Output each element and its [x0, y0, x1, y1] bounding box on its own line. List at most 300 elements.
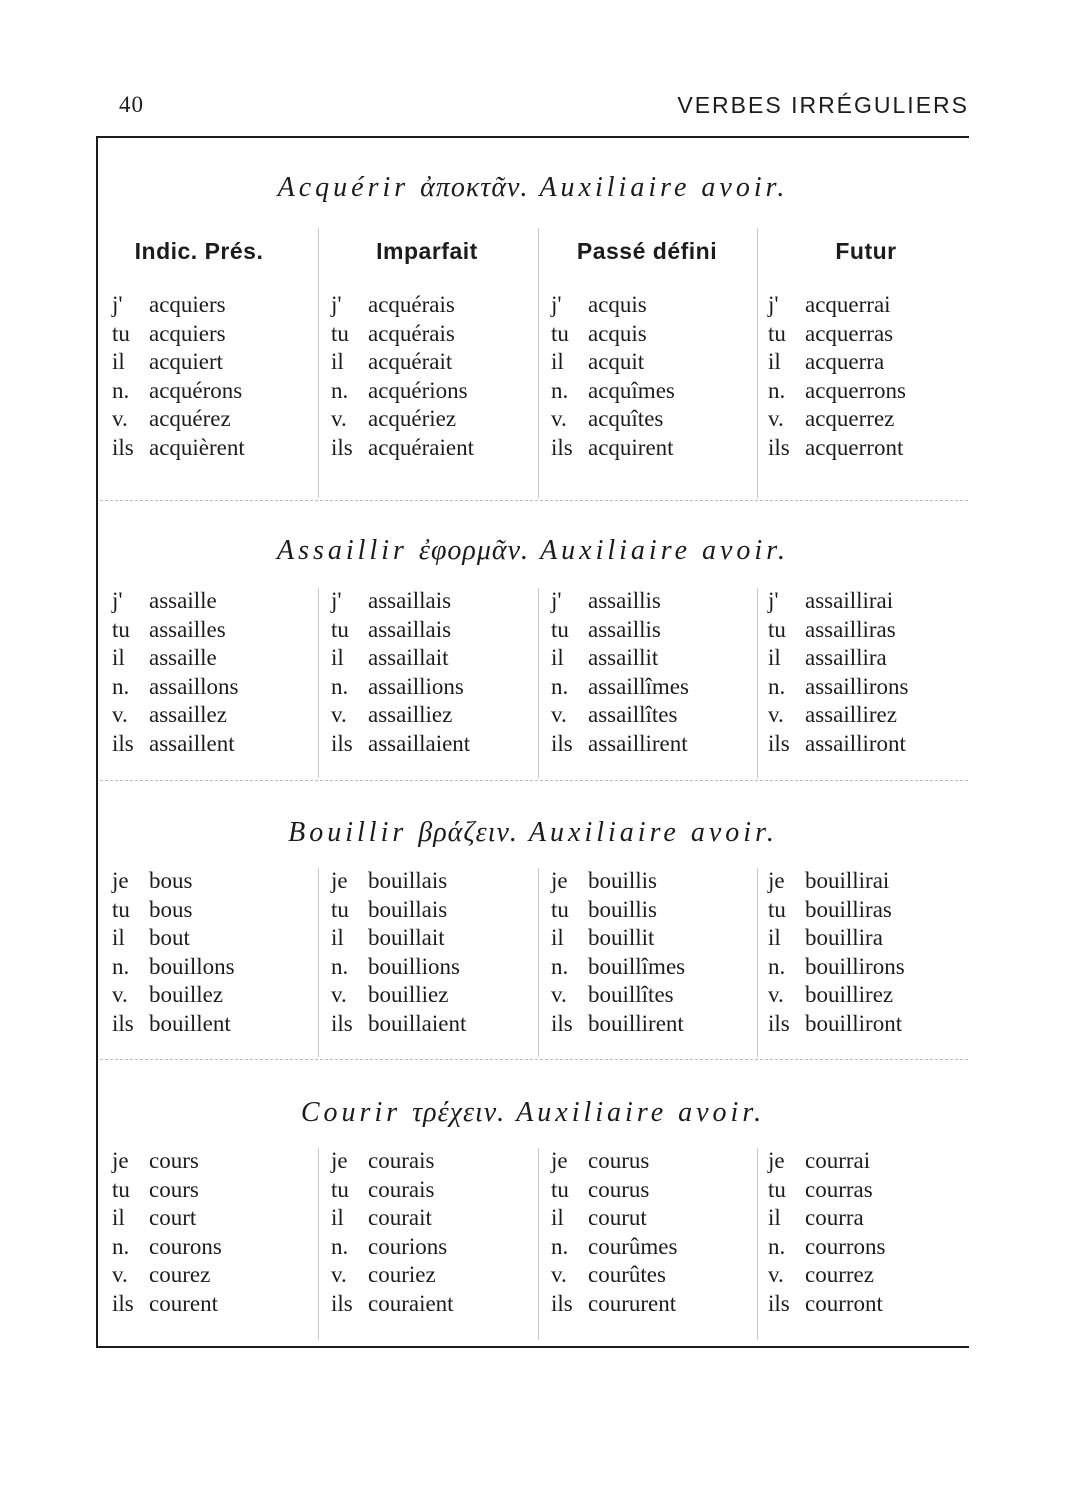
column-header-past: Passé défini: [576, 238, 718, 264]
pronoun: ils: [768, 434, 790, 460]
pronoun: j': [551, 292, 562, 317]
pronoun: tu: [112, 320, 130, 346]
frame-bottom-rule: [96, 1346, 969, 1348]
conjugation-line: [768, 587, 986, 616]
pronoun: j': [768, 588, 779, 613]
pronoun: tu: [331, 896, 349, 922]
pronoun: n.: [112, 377, 130, 403]
pronoun: il: [551, 925, 564, 951]
verb-form: assaillis: [588, 616, 661, 642]
pronoun: il: [112, 349, 125, 375]
conjugation-line: [112, 981, 330, 1010]
verb-form: acquérait: [368, 349, 453, 375]
verb-form: assaillirez: [805, 702, 897, 728]
verb-form: courus: [588, 1176, 650, 1202]
pronoun: v.: [768, 702, 784, 728]
conjugation-line: [551, 953, 769, 982]
conjugation-line: [551, 1010, 769, 1039]
conjugation-column-imperfect: [331, 587, 549, 759]
auxiliary-verb: avoir.: [701, 172, 789, 203]
verb-form: assaillent: [149, 730, 235, 756]
conjugation-line: [551, 587, 769, 616]
pronoun: ils: [112, 730, 134, 756]
verb-form: assailles: [149, 616, 226, 642]
pronoun: n.: [112, 953, 130, 979]
verb-name: Assaillir: [276, 535, 408, 566]
conjugation-line: [551, 1233, 769, 1262]
column-divider-rule: [318, 1148, 319, 1340]
verb-form: acquérez: [149, 406, 231, 432]
conjugation-line: [331, 320, 549, 349]
pronoun: n.: [768, 1233, 786, 1259]
conjugation-line: [768, 924, 986, 953]
pronoun: ils: [768, 1290, 790, 1316]
conjugation-line: [112, 1147, 330, 1176]
conjugation-column-present: [112, 867, 330, 1039]
conjugation-line: [331, 1204, 549, 1233]
auxiliary-label: Auxiliaire: [528, 817, 680, 848]
conjugation-line: [768, 644, 986, 673]
verb-form: assaillira: [805, 645, 887, 671]
conjugation-line: [331, 587, 549, 616]
conjugation-column-past-definite: [551, 587, 769, 759]
pronoun: n.: [551, 1233, 569, 1259]
conjugation-line: [331, 1233, 549, 1262]
pronoun: ils: [551, 1290, 573, 1316]
verb-form: assaillait: [368, 645, 449, 671]
verb-form: acquis: [588, 320, 647, 346]
verb-form: courrai: [805, 1148, 871, 1173]
conjugation-line: [112, 924, 330, 953]
conjugation-line: [112, 644, 330, 673]
pronoun: tu: [551, 1176, 569, 1202]
conjugation-column-imperfect: [331, 291, 549, 463]
column-divider-rule: [318, 228, 319, 498]
conjugation-column-imperfect: [331, 867, 549, 1039]
conjugation-line: [331, 924, 549, 953]
verb-form: courais: [368, 1176, 435, 1202]
conjugation-line: [331, 1290, 549, 1319]
pronoun: v.: [551, 1262, 567, 1288]
pronoun: v.: [768, 406, 784, 432]
pronoun: ils: [551, 730, 573, 756]
verb-name: Bouillir: [288, 817, 408, 848]
pronoun: n.: [551, 673, 569, 699]
verb-form: acquièrent: [149, 434, 245, 460]
verb-form: bous: [149, 896, 193, 922]
conjugation-column-past-definite: [551, 867, 769, 1039]
pronoun: je: [112, 868, 129, 893]
pronoun: n.: [768, 673, 786, 699]
pronoun: il: [768, 1205, 781, 1231]
verb-title-bouillir: [98, 817, 968, 849]
conjugation-line: [112, 730, 330, 759]
conjugation-column-present: [112, 1147, 330, 1319]
conjugation-line: [331, 701, 549, 730]
pronoun: v.: [768, 982, 784, 1008]
column-divider-rule: [757, 1148, 758, 1340]
conjugation-line: [331, 616, 549, 645]
pronoun: n.: [331, 953, 349, 979]
pronoun: j': [331, 292, 342, 317]
conjugation-line: [112, 953, 330, 982]
verb-form: bouilliras: [805, 896, 892, 922]
conjugation-line: [331, 434, 549, 463]
pronoun: il: [331, 645, 344, 671]
pronoun: il: [331, 349, 344, 375]
pronoun: v.: [112, 1262, 128, 1288]
verb-title-assaillir: [98, 535, 968, 567]
conjugation-column-future: [768, 291, 986, 463]
pronoun: il: [551, 1205, 564, 1231]
verb-form: bouillait: [368, 925, 445, 951]
verb-form: acquérais: [368, 320, 455, 346]
verb-form: cours: [149, 1176, 199, 1202]
pronoun: ils: [331, 730, 353, 756]
verb-form: acquérons: [149, 377, 243, 403]
verb-form: bouillira: [805, 925, 883, 951]
pronoun: il: [331, 1205, 344, 1231]
verb-form: acquiert: [149, 349, 224, 375]
conjugation-line: [331, 377, 549, 406]
conjugation-line: [112, 896, 330, 925]
pronoun: tu: [768, 1176, 786, 1202]
verb-form: acquerrai: [805, 292, 891, 317]
pronoun: tu: [331, 320, 349, 346]
pronoun: j': [551, 588, 562, 613]
verb-form: courait: [368, 1205, 432, 1231]
pronoun: tu: [768, 320, 786, 346]
pronoun: je: [112, 1148, 129, 1173]
frame-top-rule: [96, 136, 969, 138]
conjugation-line: [331, 1176, 549, 1205]
auxiliary-label: Auxiliaire: [516, 1097, 668, 1128]
verb-form: acquerras: [805, 320, 894, 346]
conjugation-line: [112, 1176, 330, 1205]
pronoun: je: [551, 868, 568, 893]
pronoun: ils: [768, 1010, 790, 1036]
verb-form: assailliras: [805, 616, 896, 642]
verb-form: acquirent: [588, 434, 674, 460]
conjugation-line: [112, 701, 330, 730]
verb-form: assaillîmes: [588, 673, 689, 699]
conjugation-line: [331, 730, 549, 759]
verb-form: courus: [588, 1148, 650, 1173]
conjugation-line: [331, 953, 549, 982]
verb-form: assaillons: [149, 673, 239, 699]
conjugation-line: [331, 405, 549, 434]
pronoun: n.: [551, 953, 569, 979]
pronoun: je: [768, 1148, 785, 1173]
conjugation-line: [551, 867, 769, 896]
pronoun: ils: [551, 434, 573, 460]
verb-form: courons: [149, 1233, 222, 1259]
conjugation-line: [551, 1147, 769, 1176]
pronoun: il: [768, 925, 781, 951]
verb-form: bouillions: [368, 953, 461, 979]
pronoun: v.: [768, 1262, 784, 1288]
conjugation-line: [331, 1147, 549, 1176]
verb-form: bous: [149, 868, 193, 893]
verb-greek: ἀποκτᾶν.: [420, 172, 529, 203]
pronoun: v.: [331, 1262, 347, 1288]
pronoun: ils: [112, 1290, 134, 1316]
conjugation-line: [768, 1204, 986, 1233]
verb-form: couraient: [368, 1290, 454, 1316]
verb-form: assaillirent: [588, 730, 688, 756]
verb-form: courions: [368, 1233, 448, 1259]
verb-form: assailliront: [805, 730, 906, 756]
conjugation-line: [551, 320, 769, 349]
pronoun: je: [331, 1148, 348, 1173]
pronoun: tu: [551, 616, 569, 642]
conjugation-line: [551, 434, 769, 463]
column-header-present: Indic. Prés.: [134, 238, 264, 264]
pronoun: ils: [112, 434, 134, 460]
conjugation-column-imperfect: [331, 1147, 549, 1319]
conjugation-line: [331, 644, 549, 673]
verb-form: acquit: [588, 349, 645, 375]
conjugation-line: [551, 981, 769, 1010]
verb-form: bouillent: [149, 1010, 231, 1036]
conjugation-line: [112, 377, 330, 406]
pronoun: il: [112, 645, 125, 671]
verb-form: assaillirons: [805, 673, 909, 699]
conjugation-line: [551, 405, 769, 434]
verb-form: acquiers: [149, 320, 226, 346]
verb-form: courais: [368, 1148, 435, 1173]
conjugation-line: [768, 1010, 986, 1039]
pronoun: j': [331, 588, 342, 613]
verb-form: bouillaient: [368, 1010, 467, 1036]
pronoun: tu: [551, 896, 569, 922]
conjugation-line: [112, 320, 330, 349]
pronoun: j': [112, 292, 123, 317]
pronoun: il: [768, 645, 781, 671]
pronoun: ils: [551, 1010, 573, 1036]
conjugation-line: [112, 405, 330, 434]
pronoun: ils: [331, 434, 353, 460]
conjugation-line: [331, 1261, 549, 1290]
pronoun: tu: [331, 616, 349, 642]
verb-form: bouillirent: [588, 1010, 684, 1036]
verb-form: bouillais: [368, 868, 448, 893]
pronoun: ils: [112, 1010, 134, 1036]
column-divider-rule: [757, 868, 758, 1057]
conjugation-line: [768, 1176, 986, 1205]
pronoun: v.: [112, 702, 128, 728]
pronoun: n.: [768, 953, 786, 979]
pronoun: v.: [551, 406, 567, 432]
verb-greek: βράζειν.: [418, 817, 518, 848]
verb-form: courûtes: [588, 1262, 666, 1288]
verb-form: assaillez: [149, 702, 227, 728]
conjugation-line: [112, 587, 330, 616]
verb-form: courront: [805, 1290, 883, 1316]
conjugation-line: [551, 924, 769, 953]
pronoun: il: [331, 925, 344, 951]
column-header-future: Futur: [835, 238, 897, 264]
verb-form: assaillais: [368, 588, 452, 613]
conjugation-line: [331, 1010, 549, 1039]
pronoun: n.: [551, 377, 569, 403]
conjugation-line: [551, 1261, 769, 1290]
auxiliary-label: Auxiliaire: [539, 172, 691, 203]
verb-form: bouilliez: [368, 982, 449, 1008]
verb-form: bouillîtes: [588, 982, 674, 1008]
conjugation-line: [551, 644, 769, 673]
pronoun: tu: [112, 896, 130, 922]
auxiliary-verb: avoir.: [690, 817, 778, 848]
conjugation-line: [551, 377, 769, 406]
column-headers: [0, 238, 897, 274]
verb-form: bouillis: [588, 868, 658, 893]
conjugation-line: [768, 673, 986, 702]
conjugation-line: [112, 673, 330, 702]
pronoun: il: [551, 645, 564, 671]
auxiliary-label: Auxiliaire: [540, 535, 691, 566]
conjugation-line: [112, 1010, 330, 1039]
verb-form: assaille: [149, 645, 217, 671]
frame-left-rule: [96, 136, 98, 1347]
conjugation-line: [112, 616, 330, 645]
verb-form: couriez: [368, 1262, 436, 1288]
conjugation-line: [768, 867, 986, 896]
verb-form: coururent: [588, 1290, 677, 1316]
conjugation-line: [112, 1290, 330, 1319]
verb-form: courez: [149, 1262, 211, 1288]
pronoun: ils: [331, 1010, 353, 1036]
verb-form: acquérais: [368, 292, 455, 317]
pronoun: v.: [551, 982, 567, 1008]
verb-form: courras: [805, 1176, 873, 1202]
conjugation-line: [768, 896, 986, 925]
verb-form: bouillirai: [805, 868, 890, 893]
conjugation-line: [768, 701, 986, 730]
verb-form: acquériez: [368, 406, 457, 432]
running-title: VERBES IRRÉGULIERS: [677, 92, 969, 118]
column-divider-rule: [757, 228, 758, 498]
pronoun: il: [768, 349, 781, 375]
conjugation-line: [768, 434, 986, 463]
pronoun: tu: [112, 1176, 130, 1202]
pronoun: je: [768, 868, 785, 893]
conjugation-line: [331, 291, 549, 320]
verb-form: assaillîtes: [588, 702, 678, 728]
page-number: 40: [119, 92, 144, 117]
verb-form: acquérions: [368, 377, 468, 403]
conjugation-line: [551, 673, 769, 702]
verb-form: acquerrons: [805, 377, 906, 403]
conjugation-column-present: [112, 291, 330, 463]
verb-form: bouillirez: [805, 982, 894, 1008]
verb-form: courra: [805, 1205, 864, 1231]
pronoun: v.: [112, 982, 128, 1008]
conjugation-column-past-definite: [551, 1147, 769, 1319]
pronoun: il: [112, 925, 125, 951]
pronoun: v.: [331, 406, 347, 432]
column-divider-rule: [318, 868, 319, 1057]
conjugation-column-past-definite: [551, 291, 769, 463]
column-divider-rule: [538, 868, 539, 1057]
conjugation-line: [331, 867, 549, 896]
pronoun: il: [551, 349, 564, 375]
verb-title-acquerir: [98, 172, 968, 204]
verb-form: assailliez: [368, 702, 453, 728]
verb-form: assaillaient: [368, 730, 471, 756]
conjugation-line: [768, 981, 986, 1010]
conjugation-line: [551, 291, 769, 320]
verb-form: acquîtes: [588, 406, 664, 432]
conjugation-line: [768, 616, 986, 645]
column-divider-rule: [318, 588, 319, 778]
pronoun: je: [551, 1148, 568, 1173]
pronoun: j': [768, 292, 779, 317]
verb-form: bouillez: [149, 982, 224, 1008]
verb-form: acquis: [588, 292, 647, 317]
pronoun: n.: [331, 377, 349, 403]
verb-form: acquerront: [805, 434, 904, 460]
conjugation-line: [112, 1204, 330, 1233]
verb-form: bout: [149, 925, 190, 951]
auxiliary-verb: avoir.: [702, 535, 789, 566]
verb-greek: τρέχειν.: [412, 1097, 506, 1128]
block-separator-rule: [100, 1059, 968, 1060]
conjugation-line: [551, 701, 769, 730]
conjugation-line: [768, 348, 986, 377]
conjugation-line: [112, 1261, 330, 1290]
conjugation-line: [112, 1233, 330, 1262]
conjugation-line: [768, 291, 986, 320]
pronoun: tu: [768, 896, 786, 922]
pronoun: n.: [768, 377, 786, 403]
column-header-imperfect: Imparfait: [376, 238, 478, 264]
verb-form: acquéraient: [368, 434, 474, 460]
conjugation-line: [551, 896, 769, 925]
pronoun: v.: [112, 406, 128, 432]
conjugation-line: [551, 616, 769, 645]
pronoun: v.: [551, 702, 567, 728]
verb-form: bouillons: [149, 953, 235, 979]
block-separator-rule: [100, 500, 968, 501]
block-separator-rule: [100, 780, 968, 781]
verb-form: bouillit: [588, 925, 655, 951]
conjugation-line: [768, 1261, 986, 1290]
verb-form: assaillais: [368, 616, 452, 642]
column-divider-rule: [757, 588, 758, 778]
pronoun: n.: [331, 673, 349, 699]
verb-form: acquerrez: [805, 406, 895, 432]
conjugation-column-future: [768, 1147, 986, 1319]
verb-form: courrez: [805, 1262, 874, 1288]
conjugation-line: [551, 1176, 769, 1205]
conjugation-line: [112, 434, 330, 463]
pronoun: ils: [768, 730, 790, 756]
conjugation-line: [768, 1233, 986, 1262]
verb-form: courent: [149, 1290, 218, 1316]
conjugation-line: [768, 1290, 986, 1319]
verb-form: assaillirai: [805, 588, 894, 613]
conjugation-line: [768, 320, 986, 349]
conjugation-line: [768, 405, 986, 434]
column-divider-rule: [538, 1148, 539, 1340]
pronoun: tu: [112, 616, 130, 642]
conjugation-line: [768, 953, 986, 982]
pronoun: il: [112, 1205, 125, 1231]
conjugation-column-future: [768, 867, 986, 1039]
column-divider-rule: [538, 588, 539, 778]
conjugation-line: [768, 730, 986, 759]
